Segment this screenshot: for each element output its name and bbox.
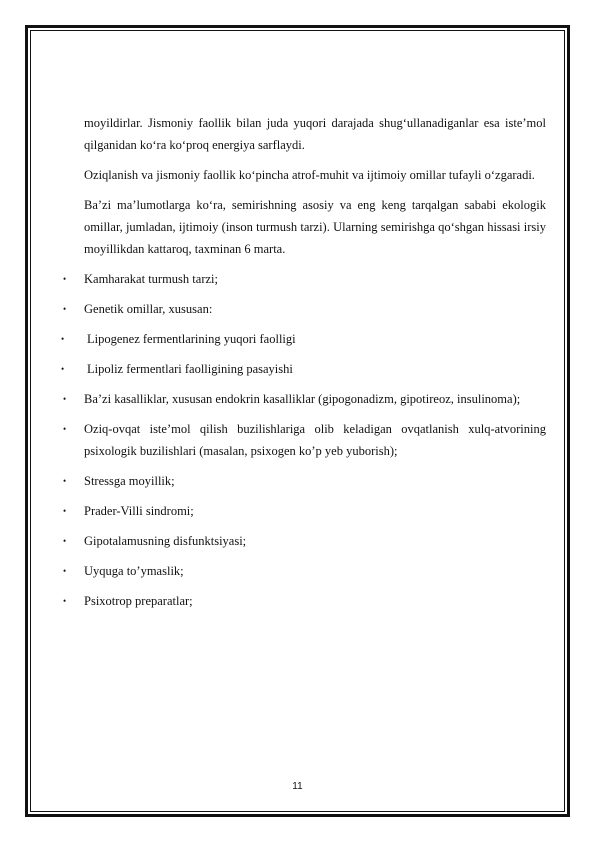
list-item (60, 560, 546, 582)
list-item (60, 470, 546, 492)
list-item-text: Gipotalamusning disfunktsiyasi; (84, 534, 247, 548)
list-item-text: Oziq-ovqat iste’mol qilish buzilishlariga olib keladigan ovqatlanish xulq-atvorining psixologik buzilishlari (masalan, psixogen ko’p yeb yuborish); (84, 422, 546, 458)
bullet-icon: • (61, 334, 65, 344)
list-item-text: Lipogenez fermentlarining yuqori faolligi (87, 332, 296, 346)
list-item (60, 358, 546, 380)
bullet-icon: • (63, 506, 67, 516)
list-item (60, 328, 546, 350)
list-item-text: Psixotrop preparatlar; (84, 594, 193, 608)
list-item (60, 590, 546, 612)
bullet-icon: • (63, 394, 67, 404)
bullet-icon: • (63, 304, 67, 314)
list-item-text: Genetik omillar, xususan: (84, 302, 213, 316)
list-item (60, 418, 546, 462)
list-item (60, 500, 546, 522)
bullet-icon: • (63, 476, 67, 486)
bullet-icon: • (63, 424, 67, 434)
paragraph-3: Ba’zi ma’lumotlarga ko‘ra, semirishning asosiy va eng keng tarqalgan sababi ekologik omillar, jumladan, ijtimoiy (inson turmush tarzi). Ularning semirishga qo‘shgan hissasi irsiy moyillikdan kattaroq, taxminan 6 marta. (84, 198, 546, 256)
list-item-text: Ba’zi kasalliklar, xususan endokrin kasalliklar (gipogonadizm, gipotireoz, insulinoma); (84, 392, 521, 406)
bullet-icon: • (63, 596, 67, 606)
paragraph-1: moyildirlar. Jismoniy faollik bilan juda yuqori darajada shug‘ullanadiganlar esa iste’mol qilganidan ko‘ra ko‘proq energiya sarflaydi. (84, 116, 546, 152)
list-item (60, 530, 546, 552)
bullet-icon: • (63, 274, 67, 284)
list-item (60, 388, 546, 410)
paragraph-2: Oziqlanish va jismoniy faollik ko‘pincha atrof-muhit va ijtimoiy omillar tufayli o‘zgaradi. (84, 168, 535, 182)
bullet-icon: • (63, 536, 67, 546)
page-body (60, 112, 546, 620)
list-item-text: Kamharakat turmush tarzi; (84, 272, 218, 286)
bullet-icon: • (63, 566, 67, 576)
list-item (60, 268, 546, 290)
list-item-text: Uyquga to’ymaslik; (84, 564, 184, 578)
list-item (60, 298, 546, 320)
page-number: 11 (292, 781, 303, 792)
list-item-text: Lipoliz fermentlari faolligining pasayishi (87, 362, 293, 376)
causes-list (60, 268, 546, 612)
list-item-text: Stressga moyillik; (84, 474, 175, 488)
list-item-text: Prader-Villi sindromi; (84, 504, 194, 518)
bullet-icon: • (61, 364, 65, 374)
